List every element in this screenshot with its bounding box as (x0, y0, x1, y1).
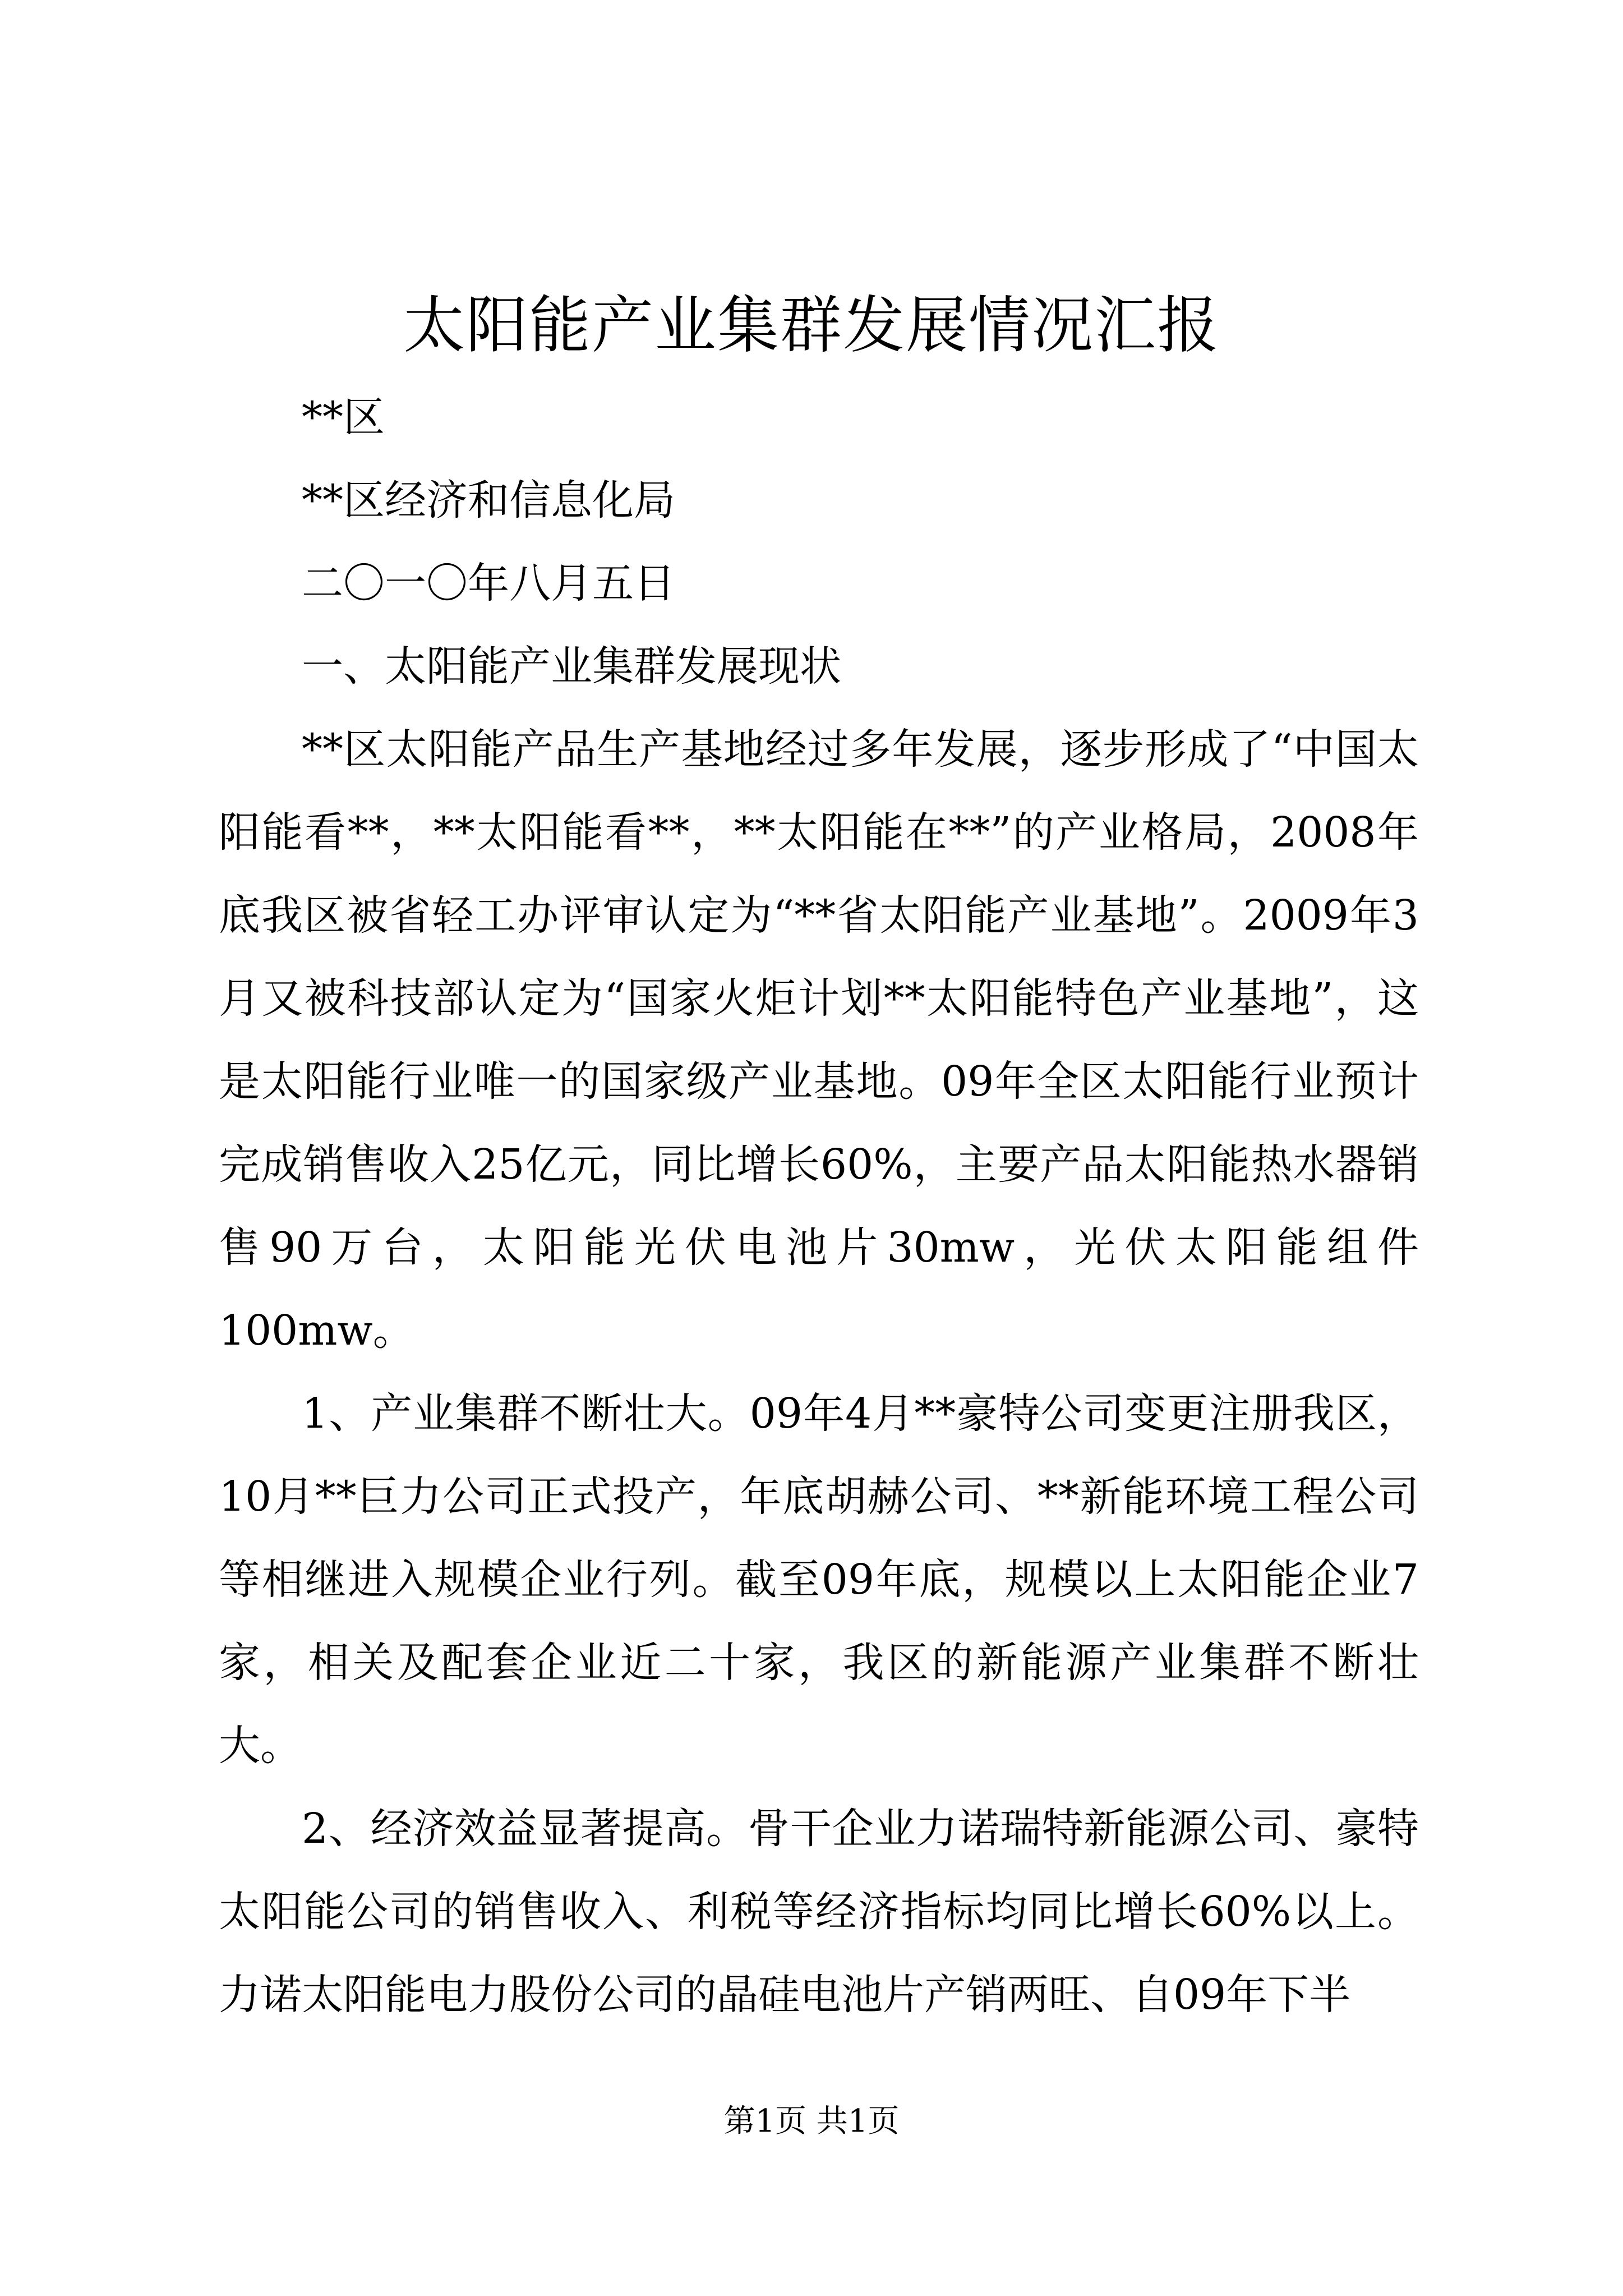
paragraph-industry-cluster: 1、产业集群不断壮大。09年4月**豪特公司变更注册我区，10月**巨力公司正式投产，年底胡赫公司、**新能环境工程公司等相继进入规模企业行列。截至09年底，规模以上太阳能企业7家，相关及配套企业近二十家，我区的新能源产业集群不断壮大。 (219, 1389, 1419, 1770)
paragraph-intro: **区太阳能产品生产基地经过多年发展，逐步形成了“中国太阳能看**，**太阳能看**，**太阳能在**”的产业格局，2008年底我区被省轻工办评审认定为“**省太阳能产业基地”。2009年3月又被科技部认定为“国家火炬计划**太阳能特色产业基地”，这是太阳能行业唯一的国家级产业基地。09年全区太阳能行业预计完成销售收入25亿元，同比增长60%，主要产品太阳能热水器销售90万台，太阳能光伏电池片30mw，光伏太阳能组件100mw。 (219, 725, 1419, 1355)
date-line: 二〇一〇年八月五日 (302, 559, 675, 608)
district-line: **区 (302, 393, 385, 441)
paragraph-economic-benefit: 2、经济效益显著提高。骨干企业力诺瑞特新能源公司、豪特太阳能公司的销售收入、利税等经济指标均同比增长60%以上。力诺太阳能电力股份公司的晶硅电池片产销两旺、自09年下半 (219, 1805, 1419, 2019)
section-heading: 一、太阳能产业集群发展现状 (302, 642, 841, 691)
document-title: 太阳能产业集群发展情况汇报 (403, 289, 1220, 361)
bureau-line: **区经济和信息化局 (302, 476, 675, 524)
page-number-footer: 第1页 共1页 (723, 2103, 900, 2139)
